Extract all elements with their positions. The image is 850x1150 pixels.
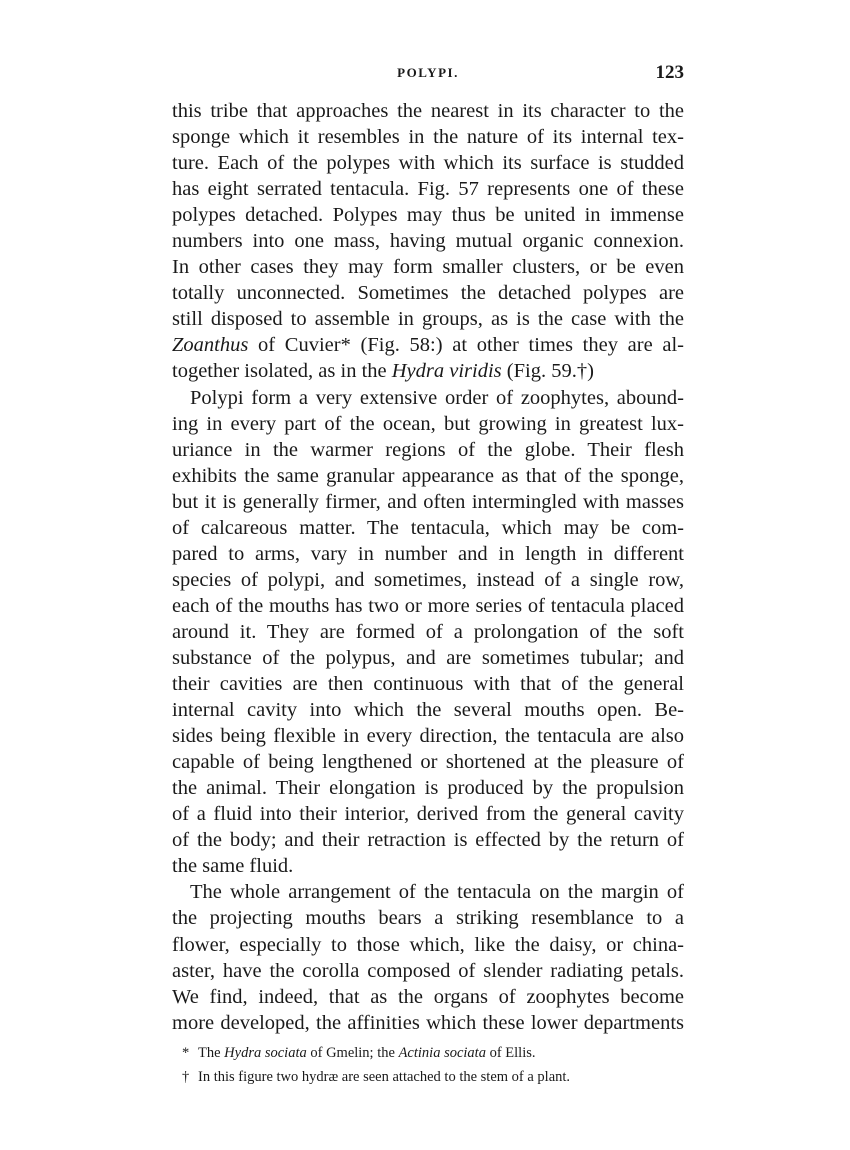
text-line: numbers into one mass, having mutual organic connexion. (172, 230, 684, 253)
text-line: the animal. Their elongation is produced by the propulsion (172, 777, 684, 800)
text-line: In other cases they may form smaller clusters, or be even (172, 256, 684, 279)
text-line: of calcareous matter. The tentacula, which may be com- (172, 516, 684, 539)
text-line: the same fluid. (172, 855, 294, 878)
text-line: each of the mouths has two or more series of tentacula placed (172, 594, 684, 617)
text-line: Polypi form a very extensive order of zoophytes, abound- (190, 386, 684, 409)
text-line: more developed, the affinities which these lower departments (172, 1011, 684, 1034)
text-line: ture. Each of the polypes with which its surface is studded (172, 152, 684, 175)
footnotes (172, 1041, 684, 1089)
footnote-text: In this figure two hydræ are seen attached to the stem of a plant. (198, 1069, 571, 1085)
footnote (172, 1065, 684, 1089)
text-line: together isolated, as in the Hydra viridis (Fig. 59.†) (172, 360, 594, 383)
text-line: still disposed to assemble in groups, as is the case with the (172, 308, 684, 331)
text-line: totally unconnected. Sometimes the detached polypes are (172, 282, 684, 305)
page-number: 123 (655, 62, 684, 83)
text-line: internal cavity into which the several mouths open. Be- (172, 699, 684, 722)
text-line: of the body; and their retraction is effected by the return of (172, 829, 684, 852)
text-line: this tribe that approaches the nearest in its character to the (172, 100, 684, 122)
text-line: around it. They are formed of a prolongation of the soft (172, 620, 684, 643)
text-line: species of polypi, and sometimes, instead of a single row, (172, 568, 684, 591)
text-line: capable of being lengthened or shortened at the pleasure of (172, 751, 684, 774)
text-line: but it is generally firmer, and often intermingled with masses (172, 490, 684, 513)
text-line: substance of the polypus, and are sometimes tubular; and (172, 646, 684, 669)
text-line: exhibits the same granular appearance as that of the sponge, (172, 464, 684, 487)
running-title: POLYPI. (397, 65, 459, 80)
text-line: of a fluid into their interior, derived from the general cavity (172, 803, 684, 826)
text-line: flower, especially to those which, like the daisy, or china- (172, 933, 684, 956)
footnote-text: The Hydra sociata of Gmelin; the Actinia sociata of Ellis. (198, 1045, 536, 1061)
footnote-mark: † (182, 1069, 190, 1085)
text-line: polypes detached. Polypes may thus be united in immense (172, 204, 684, 227)
text-line: We find, indeed, that as the organs of zoophytes become (172, 985, 684, 1008)
text-line: sides being flexible in every direction, the tentacula are also (172, 725, 684, 748)
text-line: The whole arrangement of the tentacula on the margin of (190, 881, 684, 904)
text-line: Zoanthus of Cuvier* (Fig. 58:) at other times they are al- (172, 334, 684, 357)
running-head (172, 62, 684, 86)
text-line: aster, have the corolla composed of slender radiating petals. (172, 959, 684, 982)
text-line: uriance in the warmer regions of the globe. Their flesh (172, 438, 684, 461)
text-line: sponge which it resembles in the nature of its internal tex- (172, 126, 684, 149)
footnote (172, 1041, 684, 1065)
text-line: the projecting mouths bears a striking resemblance to a (172, 907, 684, 930)
text-line: pared to arms, vary in number and in length in different (172, 542, 684, 565)
text-line: their cavities are then continuous with that of the general (172, 673, 684, 696)
text-line: ing in every part of the ocean, but growing in greatest lux- (172, 412, 684, 435)
footnote-mark: * (182, 1045, 190, 1061)
body-text (172, 98, 684, 1036)
text-line: has eight serrated tentacula. Fig. 57 represents one of these (172, 178, 684, 201)
